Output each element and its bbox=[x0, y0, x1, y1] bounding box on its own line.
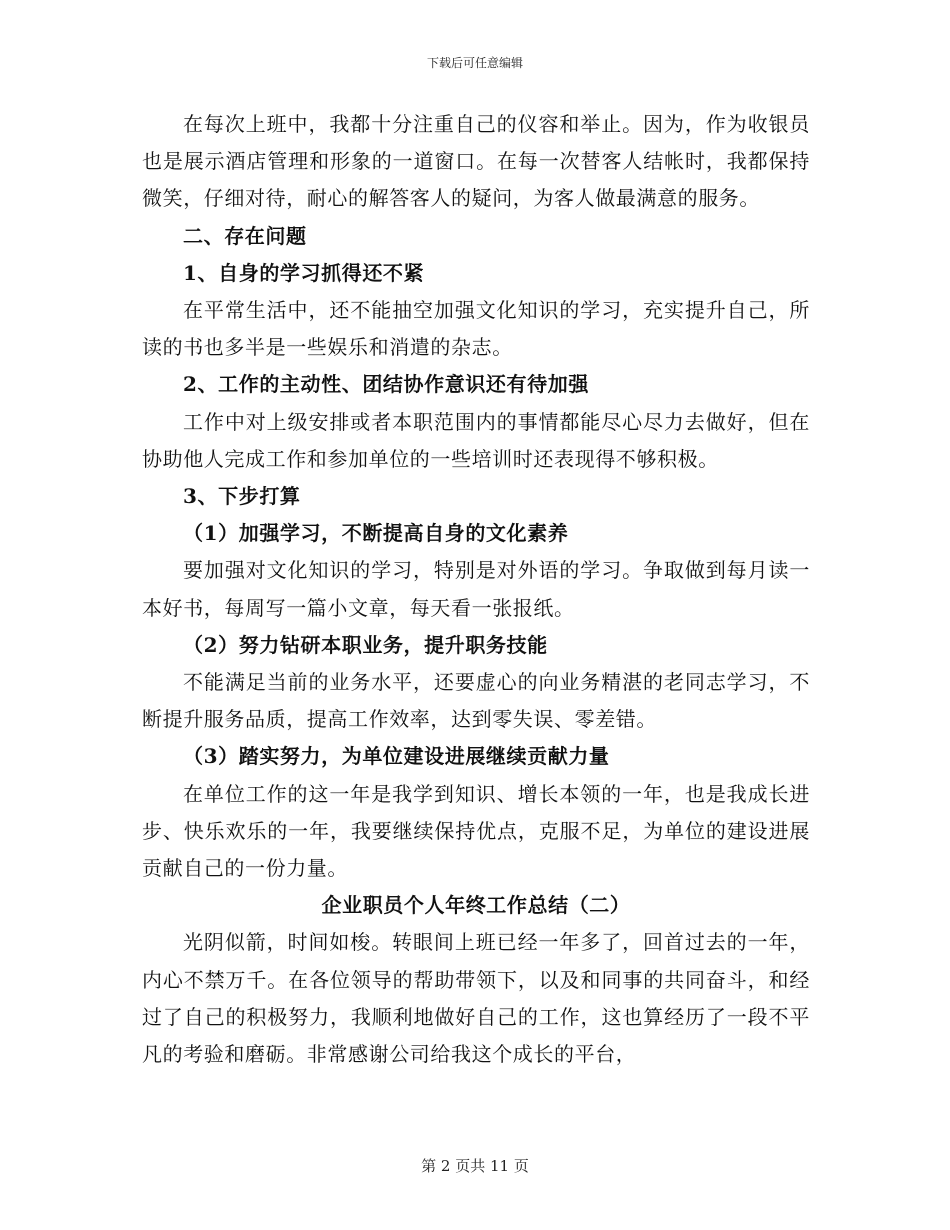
heading-study-not-tight: 1、自身的学习抓得还不紧 bbox=[183, 260, 425, 285]
paragraph-learning-plan: 要加强对文化知识的学习，特别是对外语的学习。争取做到每月读一本好书，每周写一篇小文章，每天看一张报纸。 bbox=[142, 558, 810, 620]
paragraph-initiative: 工作中对上级安排或者本职范围内的事情都能尽心尽力去做好，但在协助他人完成工作和参加单位的一些培训时还表现得不够积极。 bbox=[142, 409, 810, 471]
page-footer: 第 2 页共 11 页 bbox=[421, 1157, 529, 1175]
section-title-summary-two: 企业职员个人年终工作总结（二） bbox=[321, 893, 631, 918]
paragraph-contribute: 在单位工作的这一年是我学到知识、增长本领的一年，也是我成长进步、快乐欢乐的一年，我要继续保持优点，克服不足，为单位的建设进展贡献自己的一份力量。 bbox=[142, 781, 810, 881]
heading-contribute: （3）踏实努力，为单位建设进展继续贡献力量 bbox=[183, 744, 610, 769]
paragraph-cashier-conduct: 在每次上班中，我都十分注重自己的仪容和举止。因为，作为收银员也是展示酒店管理和形象的一道窗口。在每一次替客人结帐时，我都保持微笑，仔细对待，耐心的解答客人的疑问，为客人做最满意的服务。 bbox=[142, 112, 810, 211]
heading-initiative-teamwork: 2、工作的主动性、团结协作意识还有待加强 bbox=[183, 372, 589, 397]
page-header: 下载后可任意编辑 bbox=[426, 56, 523, 70]
document-body bbox=[142, 106, 810, 1073]
heading-improve-skills: （2）努力钻研本职业务，提升职务技能 bbox=[183, 632, 548, 657]
paragraph-time-flies: 光阴似箭，时间如梭。转眼间上班已经一年多了，回首过去的一年，内心不禁万千。在各位领导的帮助带领下，以及和同事的共同奋斗，和经过了自己的积极努力，我顺利地做好自己的工作，这也算经历了一段不平凡的考验和磨砺。非常感谢公司给我这个成长的平台， bbox=[142, 930, 810, 1067]
heading-existing-problems: 二、存在问题 bbox=[183, 223, 307, 248]
paragraph-skills-plan: 不能满足当前的业务水平，还要虚心的向业务精湛的老同志学习，不断提升服务品质，提高工作效率，达到零失误、零差错。 bbox=[142, 670, 810, 732]
heading-strengthen-learning: （1）加强学习，不断提高自身的文化素养 bbox=[183, 521, 569, 546]
paragraph-study: 在平常生活中，还不能抽空加强文化知识的学习，充实提升自己，所读的书也多半是一些娱乐和消遣的杂志。 bbox=[142, 298, 810, 360]
heading-next-steps: 3、下步打算 bbox=[183, 484, 301, 509]
